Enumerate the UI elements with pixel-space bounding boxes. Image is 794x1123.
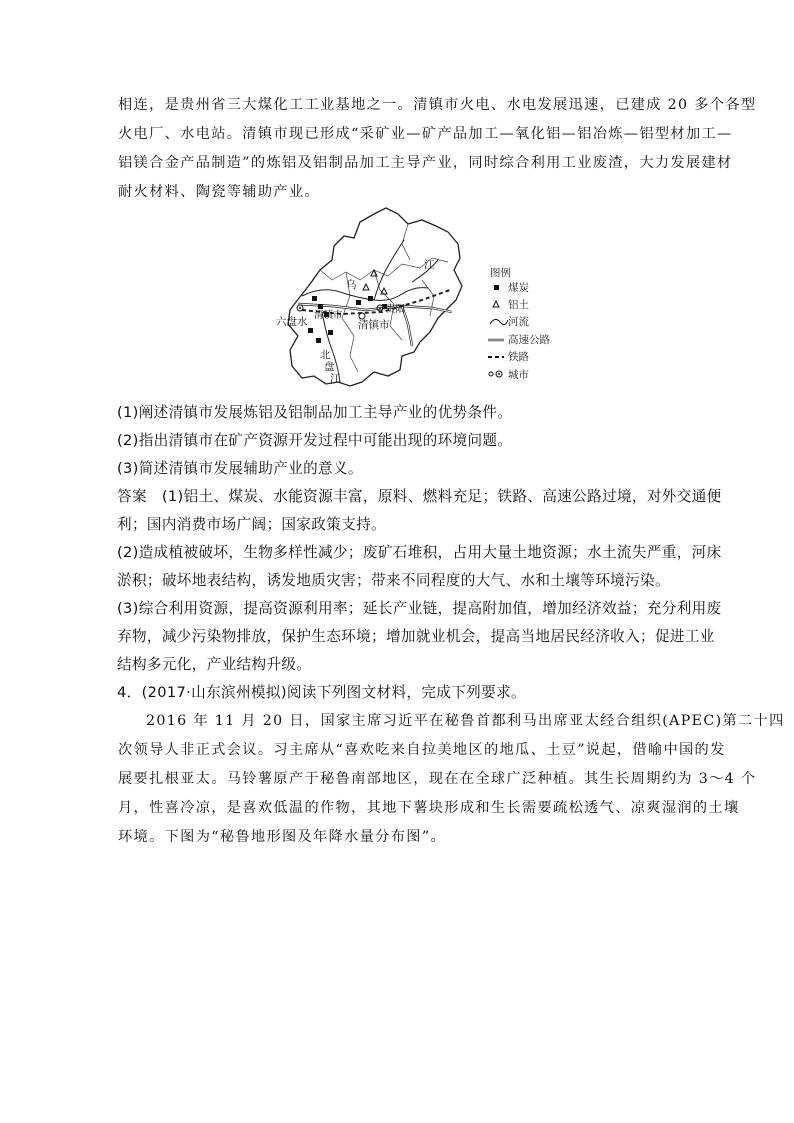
label-anshun: 清镇市 [314, 310, 343, 321]
label-bei3: 江 [330, 373, 341, 385]
answer-label: 答案 [117, 488, 147, 505]
bauxite-marker [381, 288, 387, 294]
answer-text-1: (1)铝土、煤炭、水能资源丰富，原料、燃料充足；铁路、高速公路过境，对外交通便 [161, 488, 722, 505]
q4-line-3: 展要扎根亚太。马铃薯原产于秘鲁南部地区，现在在全球广泛种植。其生长周期约为 3～4 个 [118, 771, 757, 787]
city-marker [379, 307, 381, 309]
answer-line-2: 利；国内消费市场广阔；国家政策支持。 [117, 516, 386, 533]
answer-line-6: 弃物，减少污染物排放，保护生态环境；增加就业机会，提高当地居民经济收入；促进工业 [117, 628, 715, 645]
q4-heading: 4．(2017·山东滨州模拟)阅读下列图文材料，完成下列要求。 [117, 684, 526, 701]
label-jiang: 江 [424, 259, 435, 271]
legend-highway: 高速公路 [508, 334, 550, 346]
label-guiyang: 贵阳 [386, 304, 406, 315]
passage-line-2: 火电厂、水电站。清镇市现已形成“采矿业—矿产品加工—氧化铝—铝冶炼—铝型材加工— [118, 126, 733, 142]
city-marker [299, 307, 301, 309]
q4-line-5: 环境。下图为“秘鲁地形图及年降水量分布图”。 [118, 829, 446, 845]
coal-marker [368, 296, 373, 301]
coal-marker [308, 328, 313, 333]
answer-line-5: (3)综合利用资源，提高资源利用率；延长产业链，提高附加值，增加经济效益；充分利用废 [117, 600, 722, 617]
question-3: (3)简述清镇市发展辅助产业的意义。 [117, 460, 363, 477]
passage-line-4: 耐火材料、陶瓷等辅助产业。 [118, 184, 320, 200]
label-liupanshui: 六盘水 [276, 316, 308, 328]
legend-railway: 铁路 [508, 351, 529, 363]
answer-line-7: 结构多元化，产业结构升级。 [117, 656, 312, 673]
legend-coal-icon [494, 285, 499, 290]
label-qingzhen: 清镇市 [358, 319, 390, 331]
passage-line-1: 相连，是贵州省三大煤化工工业基地之一。清镇市火电、水电发展迅速，已建成 20 多个各型 [118, 97, 757, 113]
legend-bauxite-icon [493, 301, 499, 307]
question-2: (2)指出清镇市在矿产资源开发过程中可能出现的环境问题。 [117, 432, 513, 449]
passage-line-3: 铝镁合金产品制造”的炼铝及铝制品加工主导产业，同时综合利用工业废渣，大力发展建材 [118, 155, 733, 171]
map-svg [262, 200, 552, 395]
coal-marker [312, 296, 317, 301]
question-1: (1)阐述清镇市发展炼铝及铝制品加工主导产业的优势条件。 [117, 404, 513, 421]
coal-marker [316, 338, 321, 343]
legend-coal: 煤炭 [508, 282, 529, 294]
q4-line-4: 月，性喜冷凉，是喜欢低温的作物，其地下薯块形成和生长需要疏松透气、凉爽湿润的土壤 [118, 800, 740, 816]
label-bei2: 盘 [324, 361, 335, 373]
answer-line-3: (2)造成植被破坏，生物多样性减少；废矿石堆积，占用大量土地资源；水土流失严重，河床 [117, 544, 722, 561]
q4-line-1: 2016 年 11 月 20 日，国家主席习近平在秘鲁首都利马出席亚太经合组织(APEC)第二十四 [146, 713, 785, 729]
legend-river: 河流 [508, 316, 529, 328]
qingzhen-map [262, 200, 552, 395]
coal-marker [356, 300, 361, 305]
legend-title: 图例 [490, 267, 511, 279]
bauxite-marker [363, 284, 369, 290]
answer-line-1 [117, 485, 722, 506]
label-bei1: 北 [320, 349, 331, 361]
river [374, 240, 404, 300]
answer-line-4: 淤积；破坏地表结构，诱发地质灾害；带来不同程度的大气、水和土壤等环境污染。 [117, 572, 670, 589]
coal-marker [328, 330, 333, 335]
legend-city: 城市 [508, 369, 529, 381]
label-wu: 乌 [346, 279, 357, 291]
legend-city-icon [489, 372, 493, 376]
legend-bauxite: 铝土 [508, 299, 529, 311]
q4-line-2: 次领导人非正式会议。习主席从“喜欢吃来自拉美地区的地瓜、土豆”说起，借喻中国的发 [118, 742, 726, 758]
legend-river-icon [490, 319, 508, 324]
coal-marker [318, 304, 323, 309]
